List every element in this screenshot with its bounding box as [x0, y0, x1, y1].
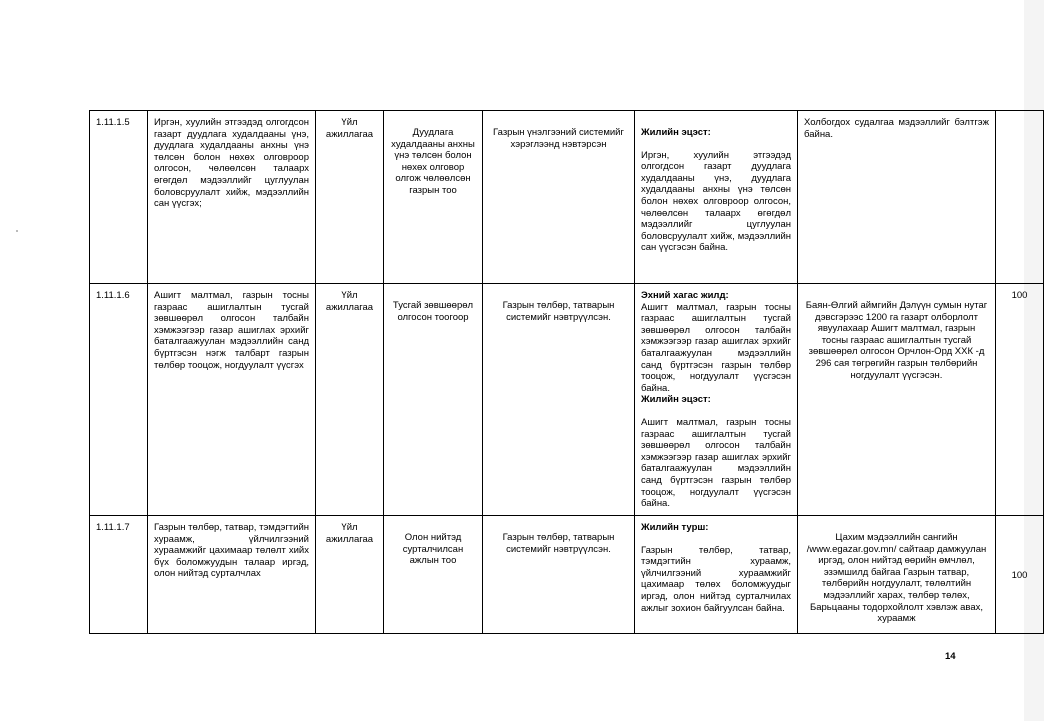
- table-row: [90, 111, 1044, 284]
- row-comment: Цахим мэдээллийн сангийн /www.egazar.gov.mn/ сайтаар дамжуулан иргэд, олон нийтэд өөрийн өмчлөл, эзэмшилд байгаа Газрын татвар, төлбөрийн ногдуулалт, төлөлтийн мэдээллийг харах, төлбөр төлөх, Барьцааны тодорхойлолт хэвлэж авах, хураамж: [798, 516, 996, 634]
- row-description: Иргэн, хуулийн этгээдэд олгогдсон газарт дуудлага худалдааны үнэ, дуудлага худалдааны анхны үнэ төлсөн болон нөхөх олговроор олгосон, чөлөөлсөн талаарх өгөгдөл мэдээллийг цуглуулан боловсруулалт хийж, мэдээллийн сан үүсгэх;: [148, 111, 316, 284]
- status-text: Ашигт малтмал, газрын тосны газраас ашиглалтын тусгай зөвшөөрөл олгосон талбайн хэмжээгээр газар ашиглах эрхийг баталгаажуулан мэдээллийн санд бүртгэсэн газрын төлбөр тооцож, ногдуулалт үүсгэсэн байна.: [641, 416, 791, 510]
- status-text: Газрын төлбөр, татвар, тэмдэгтийн хураамж, үйлчилгээний хураамжийг цахимаар төлөх боломжуудыг иргэд, олон нийтэд сурталчилах ажлыг зохион байгуулсан байна.: [641, 544, 791, 614]
- scan-speck: [16, 230, 18, 232]
- row-indicator: Дуудлага худалдааны анхны үнэ төлсөн болон нөхөх олговор олгож чөлөөлсөн газрын тоо: [384, 111, 483, 284]
- page-number: 14: [945, 651, 956, 662]
- row-id: 1.11.1.6: [90, 284, 148, 516]
- table-row: [90, 284, 1044, 516]
- row-result: Газрын төлбөр, татварын системийг нэвтрүүлсэн.: [483, 516, 635, 634]
- row-score: [996, 111, 1044, 284]
- status-title: Жилийн турш:: [641, 522, 709, 533]
- status-title: Жилийн эцэст:: [641, 127, 711, 138]
- row-unit: Үйл ажиллагаа: [316, 516, 384, 634]
- row-id: 1.11.1.7: [90, 516, 148, 634]
- row-indicator: Тусгай зөвшөөрөл олгосон тоогоор: [384, 284, 483, 516]
- row-unit: Үйл ажиллагаа: [316, 111, 384, 284]
- status-title: Эхний хагас жилд:: [641, 290, 729, 301]
- row-status: [635, 284, 798, 516]
- row-comment: Баян-Өлгий аймгийн Дэлүүн сумын нутаг дэвсгэрээс 1200 га газарт олборлолт явуулахаар Ашигт малтмал, газрын тосны газраас ашиглалтын тусгай зөвшөөрөл олгосон Орчлон-Орд ХХК -д 296 сая төгрөгийн газрын төлбөрийн ногдуулалт үүсгэсэн.: [798, 284, 996, 516]
- status-text: Ашигт малтмал, газрын тосны газраас ашиглалтын тусгай зөвшөөрөл олгосон талбайн хэмжээгээр газар ашиглах эрхийг баталгаажуулан мэдээллийн санд бүртгэсэн газрын төлбөр тооцож, ногдуулалт үүсгэсэн байна.: [641, 301, 791, 394]
- row-comment: Холбогдох судалгаа мэдээллийг бэлтгэж байна.: [798, 111, 996, 284]
- table-row: [90, 516, 1044, 634]
- row-unit: Үйл ажиллагаа: [316, 284, 384, 516]
- row-result: Газрын төлбөр, татварын системийг нэвтрүүлсэн.: [483, 284, 635, 516]
- row-score: 100: [996, 516, 1044, 634]
- row-status: [635, 111, 798, 284]
- row-score: 100: [996, 284, 1044, 516]
- row-id: 1.11.1.5: [90, 111, 148, 284]
- row-result: Газрын үнэлгээний системийг хэрэглээнд нэвтэрсэн: [483, 111, 635, 284]
- row-description: Газрын төлбөр, татвар, тэмдэгтийн хураамж, үйлчилгээний хураамжийг цахимаар төлөлт хийх бүх боломжуудын талаар иргэд, олон нийтэд сурталчлах: [148, 516, 316, 634]
- row-indicator: Олон нийтэд сурталчилсан ажлын тоо: [384, 516, 483, 634]
- status-title: Жилийн эцэст:: [641, 394, 711, 406]
- status-text: Иргэн, хуулийн этгээдэд олгогдсон газарт дуудлага худалдааны үнэ, дуудлага худалдааны анхны үнэ төлсөн болон нөхөх олговроор олгосон, чөлөөлсөн талаарх өгөгдөл мэдээллийг цуглуулан боловсруулалт хийж, мэдээллийн сан үүсгэсэн байна.: [641, 149, 791, 254]
- row-description: Ашигт малтмал, газрын тосны газраас ашиглалтын тусгай зөвшөөрөл олгосон талбайн хэмжээгээр газар ашиглах эрхийг баталгаажуулан мэдээллийн санд бүртгэсэн нэгж талбарт газрын төлбөр тооцож, ногдуулалт үүсгэх: [148, 284, 316, 516]
- plan-table: [89, 110, 1044, 634]
- row-status: [635, 516, 798, 634]
